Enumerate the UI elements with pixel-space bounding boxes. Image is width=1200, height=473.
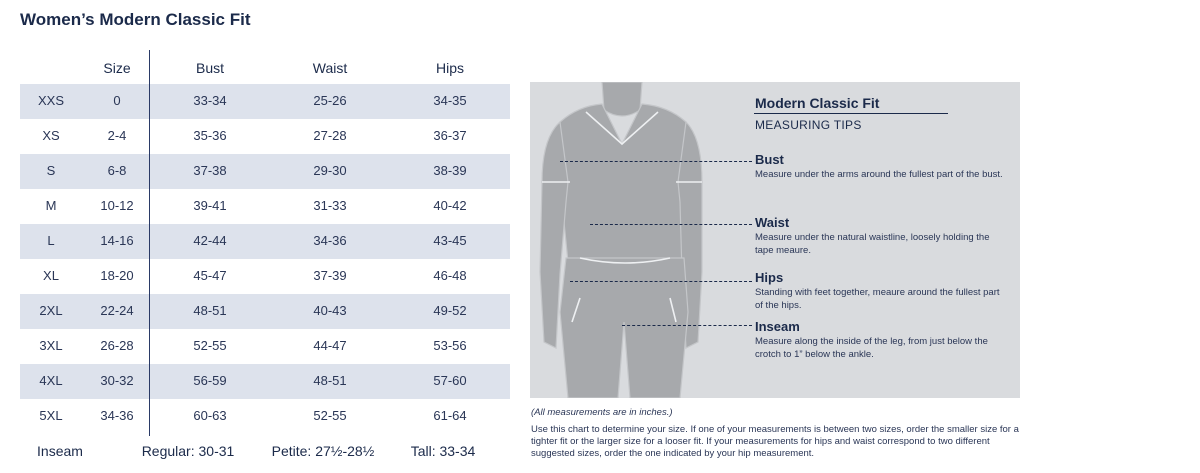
- cell-bust: 39-41: [193, 198, 227, 213]
- tip-description: Measure under the natural waistline, loosely holding the tape meaure.: [755, 232, 990, 256]
- cell-bust: 33-34: [193, 93, 227, 108]
- table-row: [20, 84, 510, 119]
- header-bust: Bust: [195, 60, 225, 76]
- cell-size-label: M: [45, 198, 57, 213]
- cell-waist: 31-33: [313, 198, 347, 213]
- cell-waist: 37-39: [313, 268, 347, 283]
- cell-size-label: L: [47, 233, 55, 248]
- tips-title-rule: [754, 113, 948, 114]
- cell-hips: 40-42: [433, 198, 467, 213]
- table-body: [20, 84, 510, 434]
- tip-description: Measure along the inside of the leg, from just below the crotch to 1” below the ankle.: [755, 336, 988, 360]
- cell-waist: 29-30: [313, 163, 347, 178]
- cell-hips: 43-45: [433, 233, 467, 248]
- size-chart-table: [20, 50, 510, 434]
- cell-size-number: 18-20: [100, 268, 134, 283]
- cell-size-number: 22-24: [100, 303, 134, 318]
- cell-bust: 35-36: [193, 128, 227, 143]
- cell-bust: 37-38: [193, 163, 227, 178]
- inseam-row: [20, 443, 510, 463]
- cell-size-label: S: [46, 163, 56, 178]
- cell-size-label: XS: [42, 128, 60, 143]
- page-title: Women’s Modern Classic Fit: [20, 10, 251, 29]
- cell-size-number: 34-36: [100, 408, 134, 423]
- cell-hips: 53-56: [433, 338, 467, 353]
- table-row: [20, 154, 510, 189]
- cell-bust: 52-55: [193, 338, 227, 353]
- tip-hips: [755, 270, 1005, 312]
- inseam-label: Inseam: [37, 443, 83, 459]
- waist-guide-line: [590, 224, 752, 225]
- cell-hips: 46-48: [433, 268, 467, 283]
- tips-subtitle: MEASURING TIPS: [755, 118, 862, 132]
- tip-label: Waist: [755, 215, 790, 230]
- cell-bust: 48-51: [193, 303, 227, 318]
- tip-bust: [755, 152, 1005, 181]
- sizing-instructions: Use this chart to determine your size. If one of your measurements is between two sizes, order the smaller size for a tighter fit or the larger size for a looser fit. If your measurements for hips and waist correspond to two different suggested sizes, order the one indicated by your hip measurement.: [531, 424, 1019, 459]
- cell-size-label: 4XL: [39, 373, 63, 388]
- tip-label: Inseam: [755, 319, 800, 334]
- cell-size-number: 0: [113, 93, 121, 108]
- cell-hips: 49-52: [433, 303, 467, 318]
- measurement-note: (All measurements are in inches.): [531, 407, 673, 418]
- table-row: [20, 259, 510, 294]
- inseam-guide-line: [622, 325, 752, 326]
- cell-waist: 25-26: [313, 93, 347, 108]
- tips-title: Modern Classic Fit: [755, 95, 880, 111]
- table-row: [20, 364, 510, 399]
- cell-size-number: 6-8: [107, 163, 127, 178]
- cell-size-label: 3XL: [39, 338, 63, 353]
- table-row: [20, 399, 510, 434]
- tip-description: Measure under the arms around the fullest part of the bust.: [755, 169, 1003, 180]
- cell-bust: 60-63: [193, 408, 227, 423]
- cell-size-label: 5XL: [39, 408, 63, 423]
- hips-guide-line: [570, 281, 752, 282]
- cell-waist: 27-28: [313, 128, 347, 143]
- column-divider: [149, 50, 150, 436]
- tip-label: Hips: [755, 270, 784, 285]
- cell-waist: 48-51: [313, 373, 347, 388]
- mannequin-figure: [530, 82, 760, 398]
- cell-waist: 40-43: [313, 303, 347, 318]
- cell-size-label: 2XL: [39, 303, 63, 318]
- cell-size-number: 14-16: [100, 233, 134, 248]
- cell-hips: 34-35: [433, 93, 467, 108]
- cell-waist: 44-47: [313, 338, 347, 353]
- table-row: [20, 224, 510, 259]
- cell-hips: 36-37: [433, 128, 467, 143]
- table-row: [20, 329, 510, 364]
- cell-hips: 61-64: [433, 408, 467, 423]
- cell-size-number: 10-12: [100, 198, 134, 213]
- bust-guide-line: [560, 161, 752, 162]
- header-size: Size: [103, 60, 131, 76]
- cell-size-number: 30-32: [100, 373, 134, 388]
- cell-size-label: XL: [43, 268, 59, 283]
- cell-waist: 52-55: [313, 408, 347, 423]
- tip-waist: [755, 215, 1005, 257]
- table-row: [20, 119, 510, 154]
- table-row: [20, 294, 510, 329]
- inseam-tall: Tall: 33-34: [410, 443, 476, 459]
- cell-size-number: 2-4: [107, 128, 127, 143]
- cell-bust: 45-47: [193, 268, 227, 283]
- inseam-regular: Regular: 30-31: [141, 443, 235, 459]
- cell-waist: 34-36: [313, 233, 347, 248]
- cell-bust: 42-44: [193, 233, 227, 248]
- measuring-tips-panel: [530, 82, 1020, 398]
- cell-size-label: XXS: [37, 93, 65, 108]
- tip-label: Bust: [755, 152, 784, 167]
- cell-hips: 57-60: [433, 373, 467, 388]
- header-hips: Hips: [435, 60, 465, 76]
- cell-size-number: 26-28: [100, 338, 134, 353]
- tip-inseam: [755, 319, 1005, 361]
- table-row: [20, 189, 510, 224]
- cell-hips: 38-39: [433, 163, 467, 178]
- tip-description: Standing with feet together, meaure around the fullest part of the hips.: [755, 287, 1000, 311]
- cell-bust: 56-59: [193, 373, 227, 388]
- table-header: [20, 50, 510, 84]
- inseam-petite: Petite: 27½-28½: [271, 443, 375, 459]
- header-waist: Waist: [312, 60, 348, 76]
